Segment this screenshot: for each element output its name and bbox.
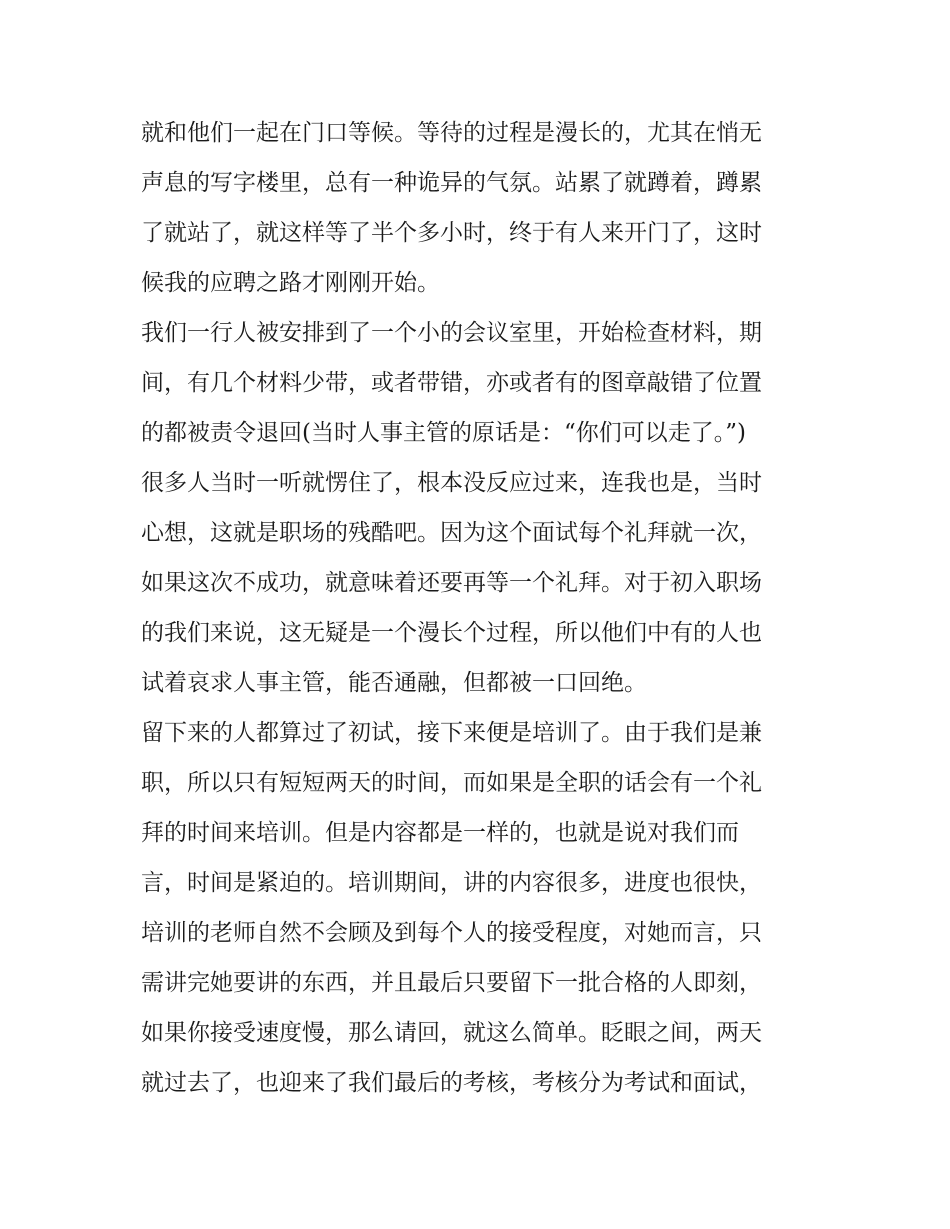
text-line: 培训的老师自然不会顾及到每个人的接受程度，对她而言，只 <box>141 920 762 946</box>
text-line: 如果你接受速度慢，那么请回，就这么简单。眨眼之间，两天 <box>141 1020 762 1046</box>
text-line: 言，时间是紧迫的。培训期间，讲的内容很多，进度也很快， <box>141 870 762 896</box>
text-line: 留下来的人都算过了初试，接下来便是培训了。由于我们是兼 <box>141 720 762 746</box>
text-line: 拜的时间来培训。但是内容都是一样的，也就是说对我们而 <box>141 820 739 846</box>
text-line: 了就站了，就这样等了半个多小时，终于有人来开门了，这时 <box>141 220 762 246</box>
text-line: 候我的应聘之路才刚刚开始。 <box>141 270 440 296</box>
text-line: 就和他们一起在门口等候。等待的过程是漫长的，尤其在悄无 <box>141 120 762 146</box>
text-line: 的我们来说，这无疑是一个漫长个过程，所以他们中有的人也 <box>141 620 762 646</box>
text-line: 就过去了，也迎来了我们最后的考核，考核分为考试和面试， <box>141 1070 762 1096</box>
text-line: 职，所以只有短短两天的时间，而如果是全职的话会有一个礼 <box>141 770 762 796</box>
text-line: 如果这次不成功，就意味着还要再等一个礼拜。对于初入职场 <box>141 570 762 596</box>
text-line: 声息的写字楼里，总有一种诡异的气氛。站累了就蹲着，蹲累 <box>141 170 762 196</box>
text-line: 间，有几个材料少带，或者带错，亦或者有的图章敲错了位置 <box>141 370 762 396</box>
text-line: 的都被责令退回(当时人事主管的原话是：“你们可以走了。”) <box>141 420 746 446</box>
text-line: 需讲完她要讲的东西，并且最后只要留下一批合格的人即刻， <box>141 970 762 996</box>
body-text <box>141 108 821 1108</box>
text-line: 很多人当时一听就愣住了，根本没反应过来，连我也是，当时 <box>141 470 762 496</box>
text-line: 心想，这就是职场的残酷吧。因为这个面试每个礼拜就一次， <box>141 520 762 546</box>
text-line: 我们一行人被安排到了一个小的会议室里，开始检查材料，期 <box>141 320 762 346</box>
text-line: 试着哀求人事主管，能否通融，但都被一口回绝。 <box>141 670 647 696</box>
